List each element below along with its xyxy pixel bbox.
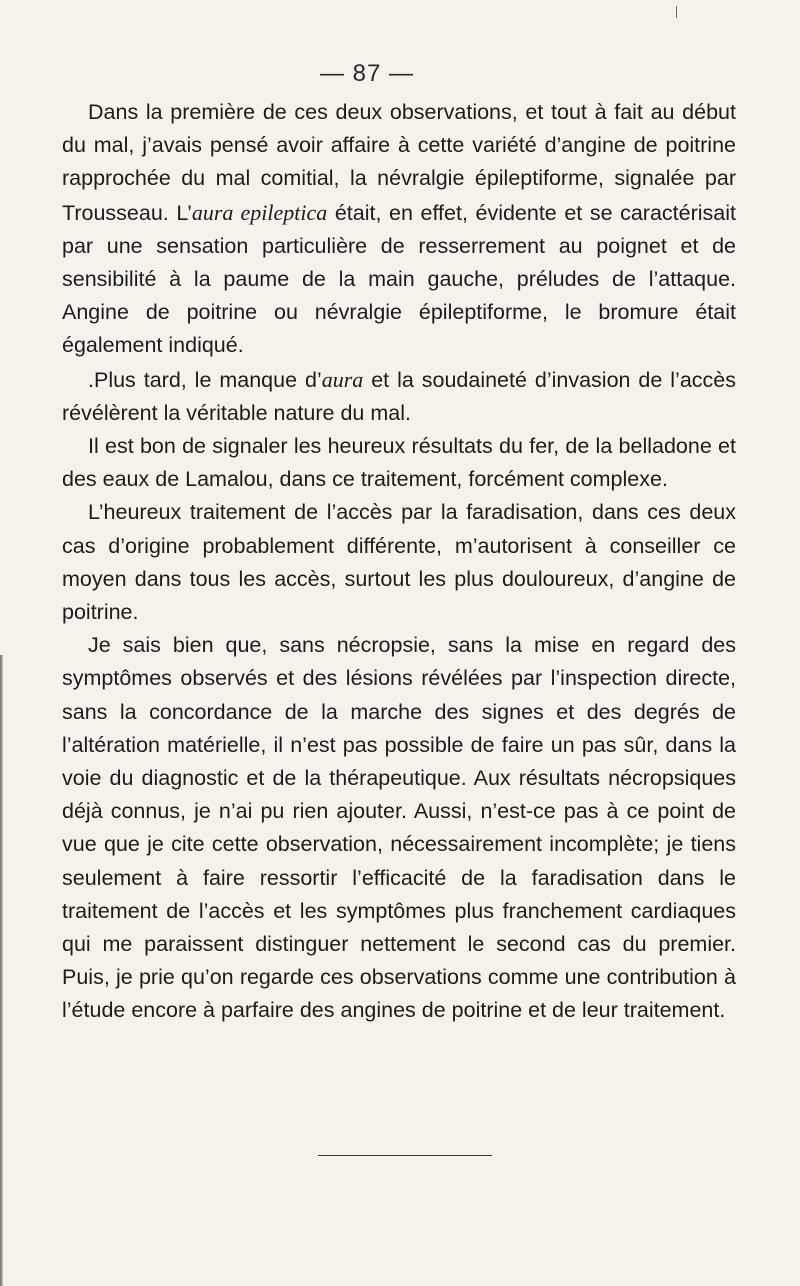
binding-edge-shadow — [0, 655, 3, 1286]
paragraph-5-text: Je sais bien que, sans nécropsie, sans la mise en regard des symptômes observés et des lésions révélées par l’inspection directe, sans la concordance de la marche des signes et des degrés de l’altération matérielle, il n’est pas possible de faire un pas sûr, dans la voie du diagnostic et de la thérapeutique. Aux résultats nécropsiques déjà connus, je n’ai pu rien ajouter. Aussi, n’est-ce pas à ce point de vue que je cite cette observation, nécessairement incomplète; je tiens seulement à faire ressortir l’efficacité de la faradisation dans le traitement de l’accès et les symptômes plus franchement cardiaques qui me paraissent distinguer nettement le second cas du premier. Puis, je prie qu’on regarde ces observations comme une contribution à l’étude encore à parfaire des angines de poitrine et de leur traitement. — [62, 633, 736, 1023]
paragraph-2-text-end: et la soudaineté d’invasion de l’accès révélèrent la véritable nature du mal. — [62, 367, 736, 425]
page-number: — 87 — — [319, 60, 415, 87]
paragraph-1-text-end: était, en effet, évidente et se caractérisait par une sensation particulière de resserrement au poignet et de sensibilité à la paume de la main gauche, préludes de l’attaque. Angine de poitrine ou névralgie épileptiforme, le bromure était également indiqué. — [62, 200, 736, 358]
paragraph-1-text-start: Dans la première de ces deux observations, et tout à fait au début du mal, j’avais pensé avoir affaire à cette variété d’angine de poitrine rapprochée du mal comitial, la névralgie épileptiforme, signalée par Trousseau. L’ — [62, 100, 736, 225]
margin-mark — [676, 6, 677, 18]
paragraph-4 — [62, 496, 736, 629]
paragraph-3 — [62, 430, 736, 496]
end-rule — [318, 1155, 492, 1156]
body-text — [62, 96, 736, 1028]
paragraph-1-italic: aura epileptica — [191, 199, 328, 225]
paragraph-5 — [62, 629, 736, 1027]
paragraph-2-text-start: .Plus tard, le manque d’ — [88, 367, 322, 392]
paragraph-3-text: Il est bon de signaler les heureux résultats du fer, de la belladone et des eaux de Lamalou, dans ce traitement, forcément complexe. — [62, 434, 736, 492]
paragraph-1 — [62, 96, 736, 363]
paragraph-2-italic: aura — [321, 366, 364, 392]
paragraph-2 — [62, 363, 736, 430]
paragraph-4-text: L’heureux traitement de l’accès par la faradisation, dans ces deux cas d’origine probablement différente, m’autorisent à conseiller ce moyen dans tous les accès, surtout les plus douloureux, d’angine de poitrine. — [62, 500, 736, 625]
